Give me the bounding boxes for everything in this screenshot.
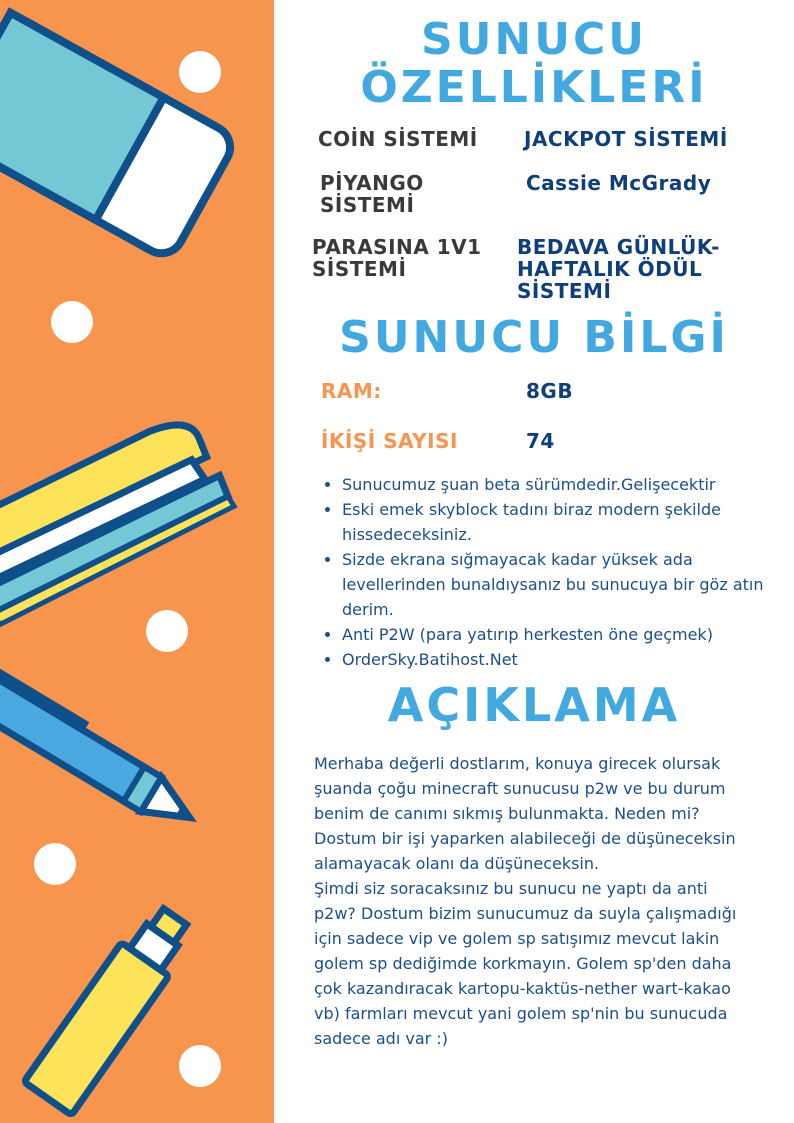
info-value-ram: 8GB	[526, 379, 574, 403]
feature-1v1: PARASINA 1V1 SİSTEMİ	[312, 235, 482, 281]
info-label-player-count: İKİŞİ SAYISI	[321, 429, 458, 453]
info-label-ram: RAM:	[321, 379, 382, 403]
list-item: • Eski emek skyblock tadını biraz modern şekilde hissedeceksiniz.	[342, 497, 782, 547]
info-bullet-list	[318, 472, 782, 672]
info-value-player-count: 74	[526, 429, 555, 453]
feature-jackpot: JACKPOT SİSTEMİ	[524, 127, 728, 151]
features-title-line2: ÖZELLİKLERİ	[360, 62, 708, 113]
list-item: • Anti P2W (para yatırıp herkesten öne geçmek)	[342, 622, 782, 647]
info-title: SUNUCU BİLGİ	[339, 312, 729, 363]
list-item: • Sunucumuz şuan beta sürümdedir.Gelişecektir	[342, 472, 782, 497]
list-item: • OrderSky.Batihost.Net	[342, 647, 782, 672]
features-title	[274, 16, 794, 112]
list-item: • Sizde ekrana sığmayacak kadar yüksek ada levellerinden bunaldıysanız bu sunucuya bir göz atın derim.	[342, 547, 782, 622]
feature-cassie: Cassie McGrady	[526, 171, 712, 195]
feature-piyango: PİYANGO SİSTEMİ	[320, 171, 424, 217]
feature-daily-weekly-reward: BEDAVA GÜNLÜK-HAFTALIK ÖDÜL SİSTEMİ	[517, 235, 720, 303]
description-text: Merhaba değerli dostlarım, konuya girecek olursak şuanda çoğu minecraft sunucusu p2w ve bu durum benim de canımı sıkmış bulunmakta. Neden mi? Dostum bir işi yaparken alabileceği de düşüneceksin alamayacak olanı da düşüneceksin. Şimdi siz soracaksınız bu sunucu ne yaptı da anti p2w? Dostum bizim sunucumuz da suyla çalışmadığı için sadece vip ve golem sp satışımız mevcut lakin golem sp dediğimde korkmayın. Golem sp'den daha çok kazandıracak kartopu-kaktüs-nether wart-kakao vb) farmları mevcut yani golem sp'nin bu sunucuda sadece adı var :)	[314, 754, 737, 1048]
feature-coin: COİN SİSTEMİ	[318, 127, 478, 151]
description-title: AÇIKLAMA	[387, 678, 681, 732]
stationery-illustration-panel	[0, 0, 274, 1123]
features-title-line1: SUNUCU	[421, 14, 647, 65]
